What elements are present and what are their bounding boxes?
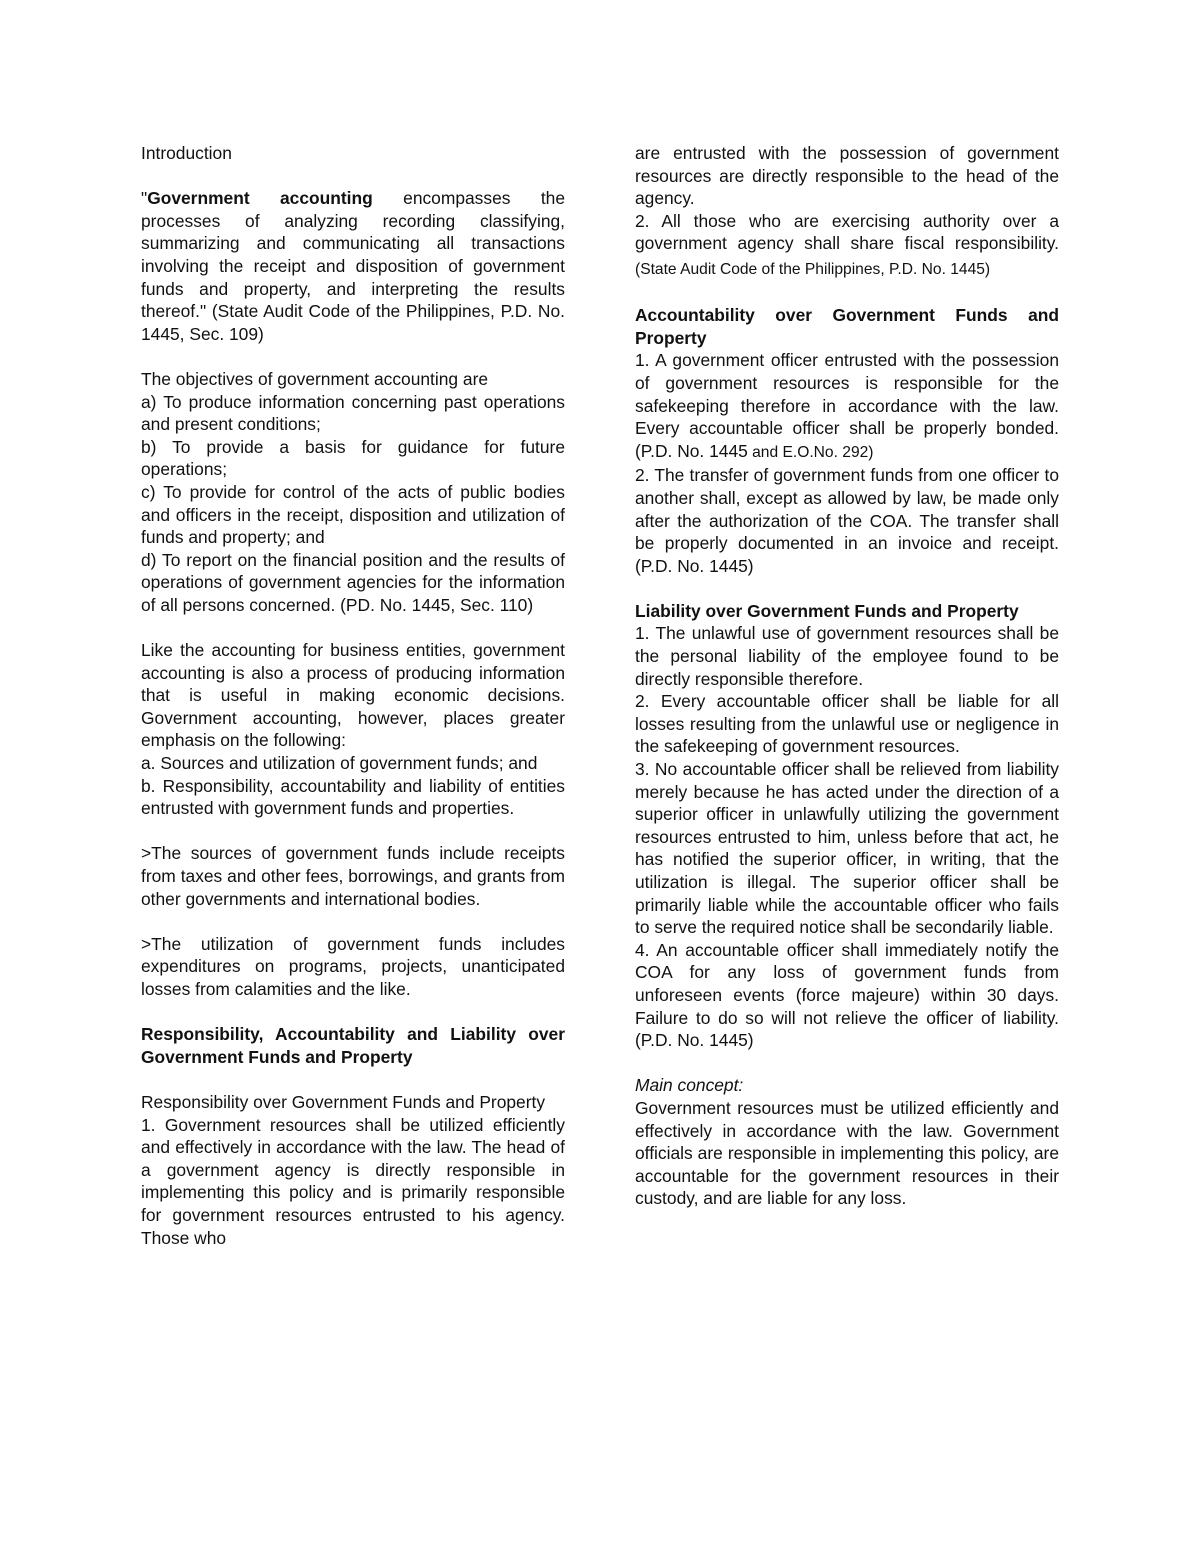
accountability-heading: Accountability over Government Funds and Property [635, 305, 1059, 348]
citation: (State Audit Code of the Philippines, P.D. No. 1445) [635, 260, 991, 278]
section-heading: Responsibility, Accountability and Liability over Government Funds and Property [141, 1024, 565, 1067]
spacer [141, 345, 565, 368]
main-concept-label: Main concept: [635, 1075, 744, 1096]
objectives-intro: The objectives of government accounting are [141, 368, 489, 389]
emphasis-item: b. Responsibility, accountability and liability of entities entrusted with government funds and properties. [141, 775, 565, 819]
liability-heading: Liability over Government Funds and Property [635, 600, 1019, 621]
responsibility-heading: Responsibility over Government Funds and Property [141, 1091, 546, 1112]
responsibility-item: 1. Government resources shall be utilized efficiently and effectively in accordance with the law. The head of a government agency is directly responsible in implementing this policy and is primarily responsible for government resources entrusted to his agency. Those who [141, 1114, 565, 1248]
accountability-item: 2. The transfer of government funds from one officer to another shall, except as allowed by law, be made only after the authorization of the COA. The transfer shall be properly documented in an invoice and receipt. (P.D. No. 1445) [635, 465, 1059, 576]
main-concept-text: Government resources must be utilized efficiently and effectively in accordance with the law. Government officials are responsible in implementing this policy, are accountable for the government resources in their custody, and are liable for any loss. [635, 1097, 1059, 1209]
utilization-paragraph: >The utilization of government funds includes expenditures on programs, projects, unanticipated losses from calamities and the like. [141, 933, 565, 999]
citation: and E.O.No. 292) [747, 443, 874, 461]
spacer [635, 577, 1059, 600]
spacer [141, 616, 565, 639]
spacer [141, 165, 565, 188]
sources-paragraph: >The sources of government funds include receipts from taxes and other fees, borrowings, and grants from other governments and international bodies. [141, 843, 565, 909]
emphasis-item: a. Sources and utilization of government funds; and [141, 753, 538, 774]
spacer [141, 820, 565, 843]
spacer [141, 1001, 565, 1024]
right-column [635, 142, 1059, 1210]
liability-item: 1. The unlawful use of government resources shall be the personal liability of the employee found to be directly responsible therefore. [635, 623, 1059, 689]
liability-item: 3. No accountable officer shall be relieved from liability merely because he has acted under the direction of a superior officer in unlawfully utilizing the government resources entrusted to him, unless before that act, he has notified the superior officer, in writing, that the utilization is illegal. The superior officer shall be primarily liable while the accountable officer who fails to serve the required notice shall be secondarily liable. [635, 759, 1059, 938]
spacer [141, 910, 565, 933]
definition-text: encompasses the processes of analyzing recording classifying, summarizing and communicating all transactions involving the receipt and disposition of government funds and property, and interpreting the results thereof." (State Audit Code of the Philippines, P.D. No. 1445, Sec. 109) [141, 188, 565, 344]
liability-item: 4. An accountable officer shall immediately notify the COA for any loss of government funds from unforeseen events (force majeure) within 30 days. Failure to do so will not relieve the officer of liability. (P.D. No. 1445) [635, 939, 1059, 1051]
accountability-item-text: 1. A government officer entrusted with the possession of government resources is responsible for the safekeeping therefore in accordance with the law. Every accountable officer shall be properly bonded. (P.D. No. 1445 [635, 350, 1059, 461]
objective-item: c) To provide for control of the acts of public bodies and officers in the receipt, disposition and utilization of funds and property; and [141, 481, 565, 548]
quote-mark: " [141, 188, 148, 209]
objective-item: d) To report on the financial position and the results of operations of government agencies for the information of all persons concerned. (PD. No. 1445, Sec. 110) [141, 549, 565, 615]
spacer [635, 282, 1059, 305]
intro-heading: Introduction [141, 143, 232, 163]
responsibility-item-text: 2. All those who are exercising authority over a government agency shall share fiscal responsibility. [635, 210, 1059, 254]
spacer [635, 1052, 1059, 1075]
responsibility-item [635, 210, 1059, 282]
responsibility-continuation: are entrusted with the possession of government resources are directly responsible to the head of the agency. [635, 143, 1059, 209]
objective-item: a) To produce information concerning past operations and present conditions; [141, 391, 565, 435]
like-paragraph: Like the accounting for business entities, government accounting is also a process of producing information that is useful in making economic decisions. Government accounting, however, places greater emphasis on the following: [141, 640, 565, 751]
objective-item: b) To provide a basis for guidance for future operations; [141, 436, 565, 480]
accountability-item [635, 349, 1059, 464]
definition-paragraph [141, 187, 565, 345]
defined-term: Government accounting [147, 188, 373, 209]
left-column [141, 142, 565, 1249]
spacer [141, 1068, 565, 1091]
liability-item: 2. Every accountable officer shall be liable for all losses resulting from the unlawful use or negligence in the safekeeping of government resources. [635, 691, 1059, 757]
